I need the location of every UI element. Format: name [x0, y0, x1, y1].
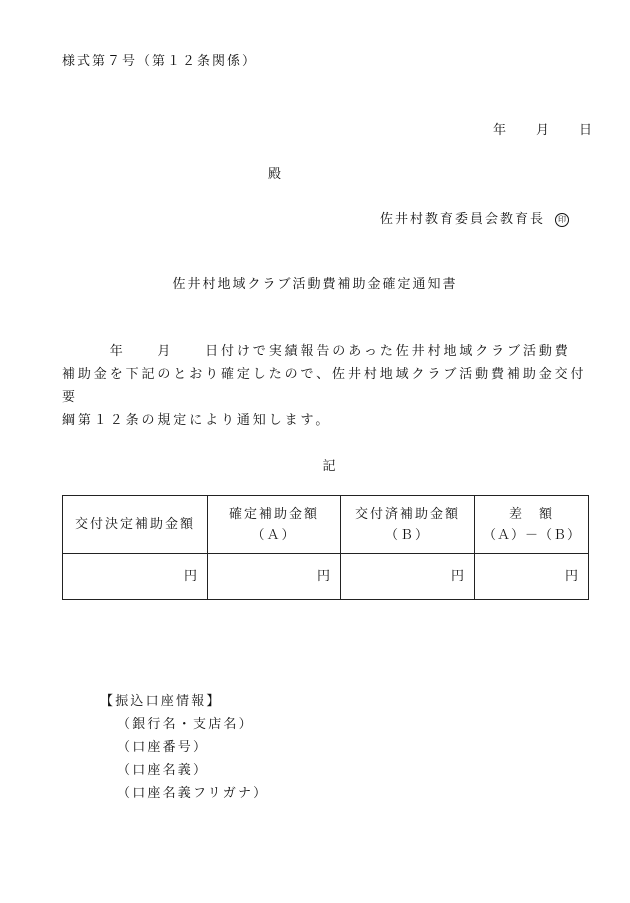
body-line: 年 月 日付けで実績報告のあった佐井村地域クラブ活動費 — [62, 344, 571, 359]
sender-name: 佐井村教育委員会教育長 — [380, 212, 546, 227]
body-line: 綱第１２条の規定により通知します。 — [62, 413, 332, 428]
value-cell: 円 — [475, 554, 589, 600]
value-cell: 円 — [341, 554, 475, 600]
date-line — [493, 119, 594, 138]
bank-item: （口座番号） — [117, 740, 209, 755]
form-number: 様式第７号（第１２条関係） — [62, 54, 258, 69]
value-cell: 円 — [63, 554, 208, 600]
date-day: 日 — [578, 123, 594, 138]
sender — [380, 208, 569, 227]
value-cell: 円 — [208, 554, 341, 600]
bank-item: （口座名義フリガナ） — [117, 786, 269, 801]
header-cell-paid-amount: 交付済補助金額 （Ｂ） — [341, 496, 475, 554]
document-title: 佐井村地域クラブ活動費補助金確定通知書 — [172, 277, 458, 292]
header-cell-decided-amount: 交付決定補助金額 — [63, 496, 208, 554]
ki-label: 記 — [322, 459, 338, 474]
bank-heading: 【振込口座情報】 — [100, 694, 222, 709]
addressee: 殿 — [268, 167, 284, 182]
date-year: 年 — [492, 123, 508, 138]
body-line: 補助金を下記のとおり確定したので、佐井村地域クラブ活動費補助金交付要 — [62, 367, 587, 405]
bank-item: （銀行名・支店名） — [117, 717, 254, 732]
bank-info — [100, 690, 268, 805]
bank-item: （口座名義） — [117, 763, 209, 778]
date-month: 月 — [535, 123, 551, 138]
table-row — [63, 554, 589, 600]
header-cell-confirmed-amount: 確定補助金額 （Ａ） — [208, 496, 341, 554]
seal-mark: 印 — [555, 213, 569, 227]
table-header-row — [63, 496, 589, 554]
header-cell-difference: 差 額 （Ａ）－（Ｂ） — [475, 496, 589, 554]
amount-table — [62, 495, 589, 600]
body-paragraph — [62, 340, 602, 432]
